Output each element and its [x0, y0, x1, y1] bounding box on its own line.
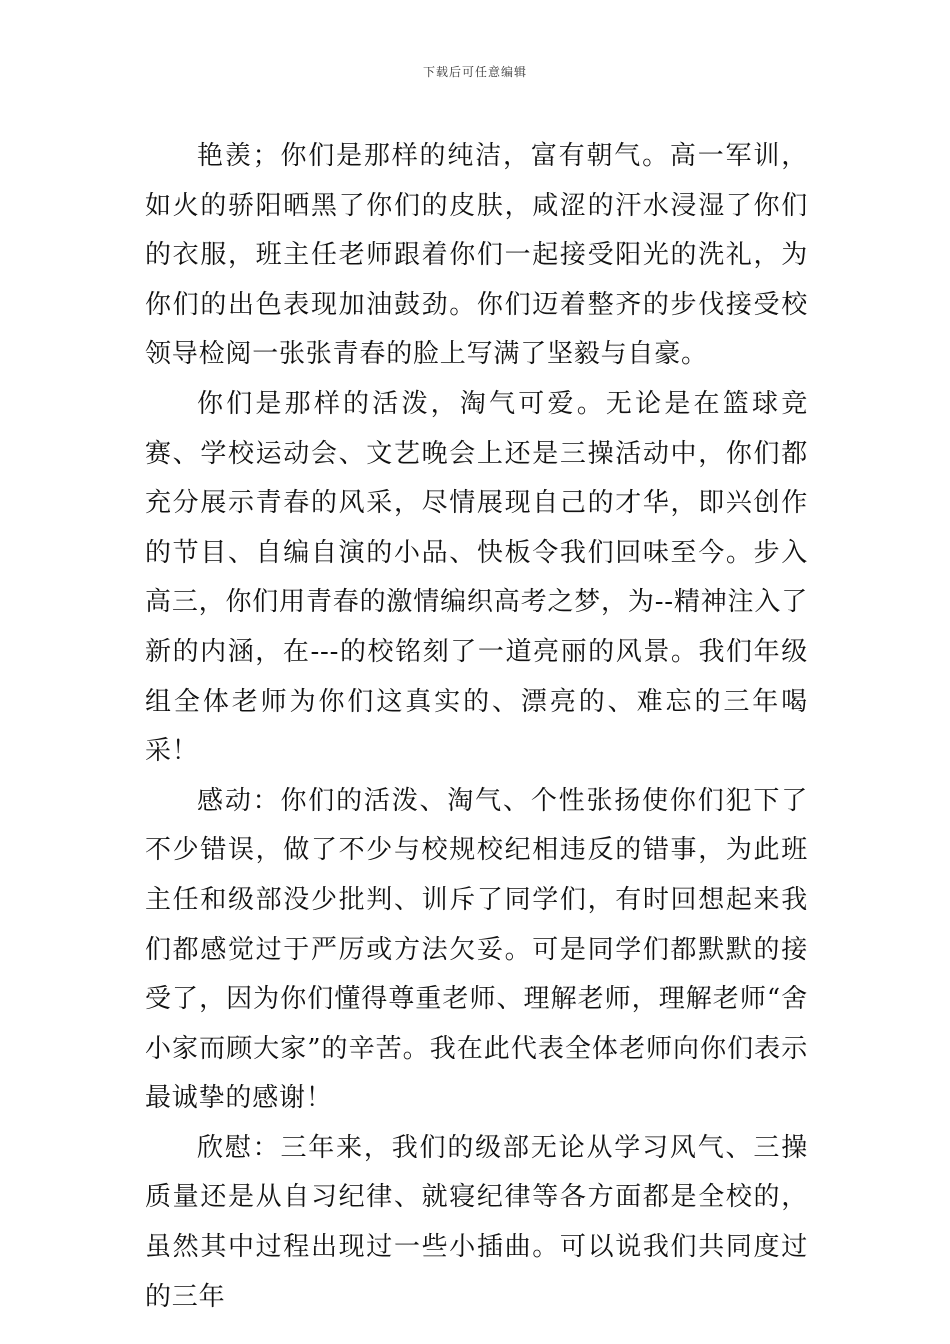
document-body	[145, 132, 808, 1322]
page-header-note: 下载后可任意编辑	[422, 65, 527, 79]
paragraph-1: 艳羡；你们是那样的纯洁，富有朝气。高一军训，如火的骄阳晒黑了你们的皮肤，咸涩的汗水浸湿了你们的衣服，班主任老师跟着你们一起接受阳光的洗礼，为你们的出色表现加油鼓劲。你们迈着整齐的步伐接受校领导检阅一张张青春的脸上写满了坚毅与自豪。	[145, 141, 808, 370]
paragraph-2: 你们是那样的活泼，淘气可爱。无论是在篮球竞赛、学校运动会、文艺晚会上还是三操活动中，你们都充分展示青春的风采，尽情展现自己的才华，即兴创作的节目、自编自演的小品、快板令我们回味至今。步入高三，你们用青春的激情编织高考之梦，为--精神注入了新的内涵，在---的校铭刻了一道亮丽的风景。我们年级组全体老师为你们这真实的、漂亮的、难忘的三年喝采！	[145, 388, 808, 767]
paragraph-4: 欣慰：三年来，我们的级部无论从学习风气、三操质量还是从自习纪律、就寝纪律等各方面都是全校的，虽然其中过程出现过一些小插曲。可以说我们共同度过的三年	[145, 1132, 808, 1312]
paragraph-3: 感动：你们的活泼、淘气、个性张扬使你们犯下了不少错误，做了不少与校规校纪相违反的错事，为此班主任和级部没少批判、训斥了同学们，有时回想起来我们都感觉过于严厉或方法欠妥。可是同学们都默默的接受了，因为你们懂得尊重老师、理解老师，理解老师“舍小家而顾大家”的辛苦。我在此代表全体老师向你们表示最诚挚的感谢！	[145, 785, 808, 1114]
